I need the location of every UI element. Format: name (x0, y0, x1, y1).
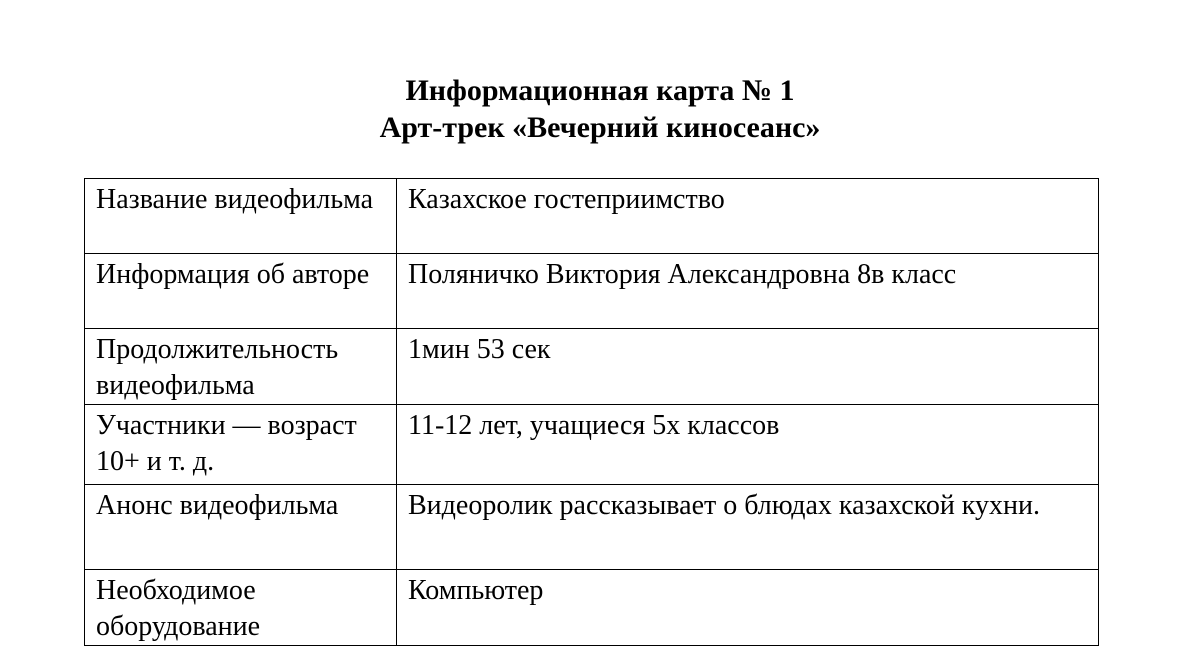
row-label: Анонс видеофильма (85, 485, 397, 570)
document-subtitle: Арт-трек «Вечерний киносеанс» (379, 111, 821, 144)
row-value: Поляничко Виктория Александровна 8в класс (397, 254, 1099, 329)
row-label: Необходимое оборудование (85, 570, 397, 646)
row-value: 1мин 53 сек (397, 329, 1099, 405)
table-row-equipment (85, 570, 1099, 646)
row-label: Продолжительность видеофильма (85, 329, 397, 405)
row-label: Информация об авторе (85, 254, 397, 329)
table-row-author-info (85, 254, 1099, 329)
row-label: Участники — возраст 10+ и т. д. (85, 405, 397, 485)
table-row-film-title (85, 179, 1099, 254)
row-value: Казахское гостеприимство (397, 179, 1099, 254)
row-value: Видеоролик рассказывает о блюдах казахской кухни. (397, 485, 1099, 570)
row-value: 11-12 лет, учащиеся 5х классов (397, 405, 1099, 485)
table-row-announcement (85, 485, 1099, 570)
document-title-block (0, 72, 1200, 146)
table-row-participants (85, 405, 1099, 485)
info-card-table (84, 178, 1099, 646)
row-label: Название видеофильма (85, 179, 397, 254)
row-value: Компьютер (397, 570, 1099, 646)
document-title: Информационная карта № 1 (405, 74, 795, 107)
table-row-duration (85, 329, 1099, 405)
